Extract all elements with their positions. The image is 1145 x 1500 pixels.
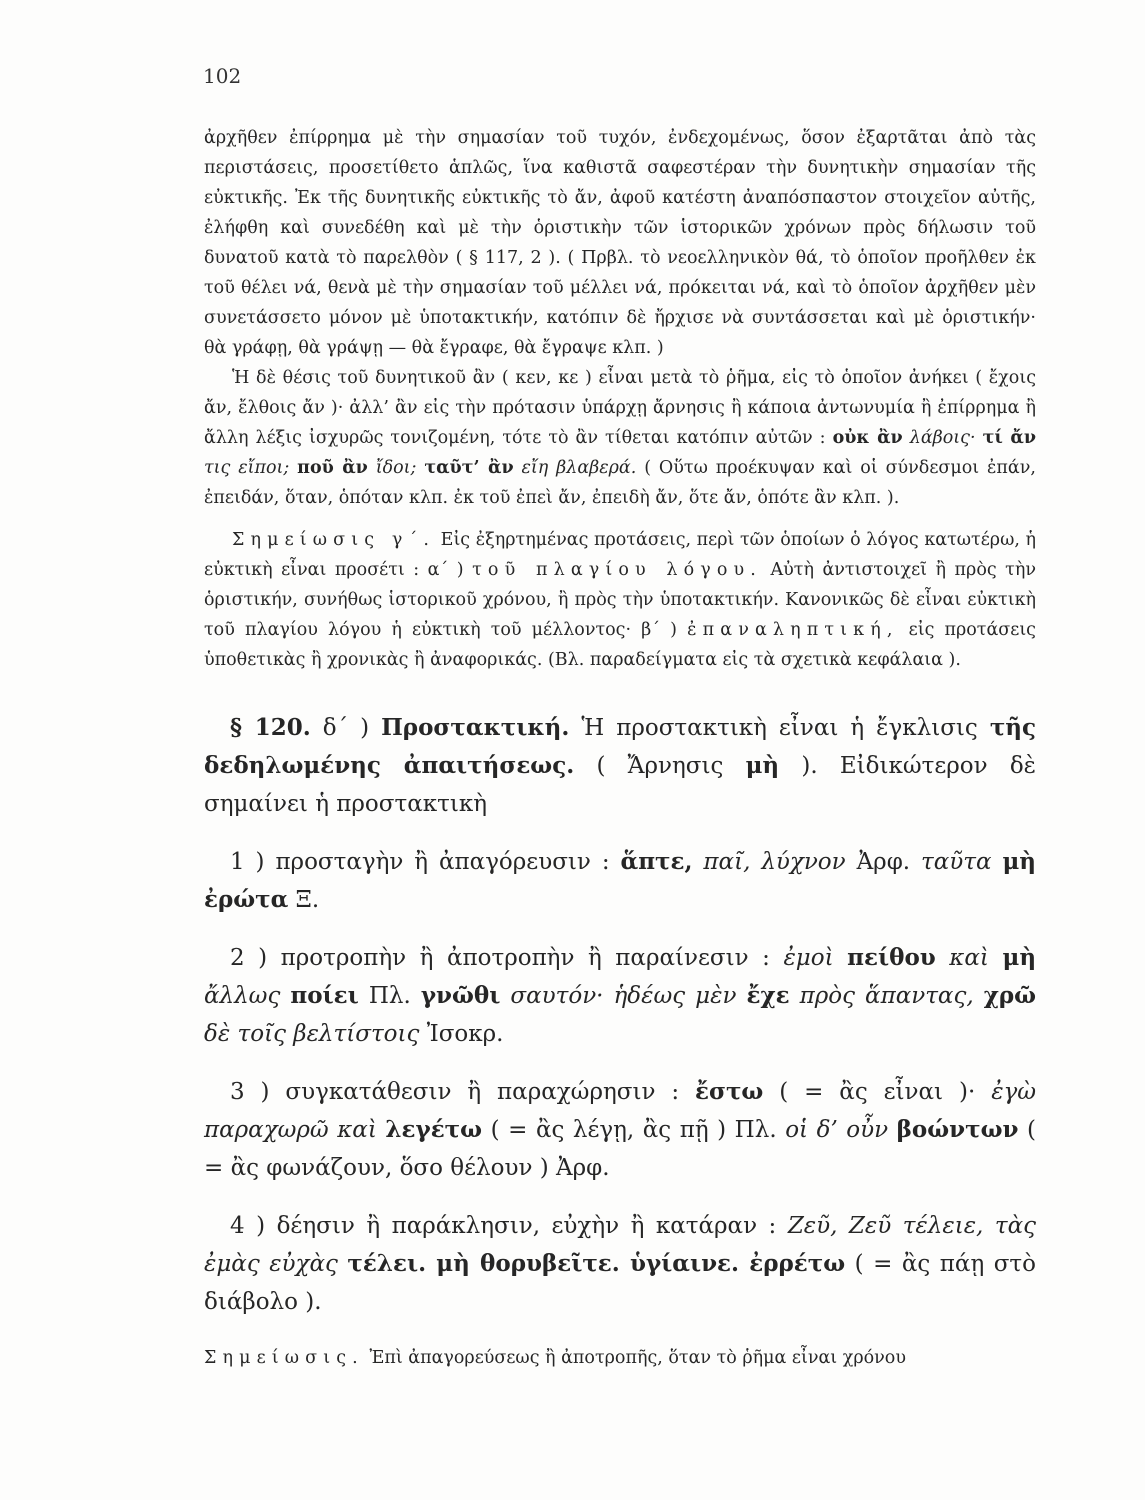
page-number: 102: [203, 64, 242, 88]
bold-phrase: μὴ: [745, 752, 780, 779]
usage-item-3: [204, 1073, 1036, 1187]
gloss: ( = ἂς εἶναι )·: [779, 1079, 976, 1105]
example-bold: γνῶθι: [420, 982, 501, 1009]
text-segment: ). Εἰδικώτερον δὲ σημαίνει ἡ προστακτικὴ: [204, 753, 1037, 817]
example-italic: οἱ δ’ οὖν: [785, 1117, 889, 1143]
example-italic: πρὸς ἅπαντας,: [799, 983, 974, 1009]
example-italic: τις εἴποι;: [204, 458, 290, 478]
example-italic: ἐγὼ παραχωρῶ καὶ: [204, 1079, 1037, 1143]
example-bold: βοώντων: [896, 1116, 1019, 1143]
usage-item-1: [204, 843, 1036, 919]
gloss: ( = ἂς πάῃ στὸ διάβολο ).: [204, 1251, 1036, 1315]
example-italic: ταῦτα: [921, 849, 992, 875]
potential-particle-section: [204, 123, 1036, 675]
example-italic: ἄλλως: [204, 983, 281, 1009]
example-bold: ἔχε: [746, 982, 790, 1009]
example-bold: λεγέτω: [385, 1116, 483, 1143]
bold-phrase: τῆς δεδηλωμένης ἀπαιτήσεως.: [204, 714, 1037, 779]
text-segment: Εἰς ἐξηρτημένας προτάσεις, περὶ τῶν ὁποίων ὁ λόγος κατωτέρω, ἡ εὐκτικὴ εἶναι προσέτι : α΄ ): [204, 530, 1036, 580]
example-italic: ἐμοὶ: [783, 945, 834, 971]
example-bold: μὴ ἐρώτα: [204, 848, 1037, 913]
source-abbrev: Ξ.: [295, 887, 320, 913]
note-label: Σημείωσις.: [204, 1348, 364, 1368]
example-bold: ταῦτ’ ἂν: [424, 458, 514, 478]
text-segment: εἰς προτάσεις ὑποθετικὰς ἢ χρονικὰς ἢ ἀναφορικάς. (Βλ. παραδείγματα εἰς τὰ σχετικὰ κεφάλαια ).: [204, 620, 1036, 670]
example-italic: Ζεῦ, Ζεῦ τέλειε, τὰς ἐμὰς εὐχὰς: [204, 1213, 1036, 1277]
example-bold: τέλει. μὴ θορυβεῖτε. ὑγίαινε. ἐρρέτω: [347, 1250, 846, 1277]
item-lead: 2 ) προτροπὴν ἢ ἀποτροπὴν ἢ παραίνεσιν :: [230, 945, 770, 971]
text-segment: Ἡ δὲ θέσις τοῦ δυνητικοῦ ἂν ( κεν, κε ) εἶναι μετὰ τὸ ῥῆμα, εἰς τὸ ὁποῖον ἀνήκει ( ἔχοις ἄν, ἔλθοις ἄν )· ἀλλ’ ἂν εἰς τὴν πρότασιν ὑπάρχῃ ἄρνησις ἢ κάποια ἀντωνυμία ἢ ἐπίρρημα ἢ ἄλλη λέξις ἰσχυρῶς τονιζομένη, τότε τὸ ἂν τίθεται κατόπιν αὐτῶν :: [204, 368, 1036, 448]
example-bold: ἅπτε,: [620, 848, 693, 875]
section-number: § 120.: [230, 714, 311, 741]
example-italic: παῖ, λύχνον: [703, 849, 846, 875]
example-bold: χρῶ: [983, 982, 1037, 1009]
text-segment: Ἐπὶ ἀπαγορεύσεως ἢ ἀποτροπῆς, ὅταν τὸ ῥῆμα εἶναι χρόνου: [369, 1348, 906, 1368]
example-bold: οὐκ ἂν: [832, 428, 903, 448]
note-final: [204, 1343, 1036, 1373]
example-bold: τί ἄν: [982, 428, 1036, 448]
term-spaced: ἐπαναληπτική,: [687, 620, 899, 640]
usage-item-2: [204, 939, 1036, 1053]
example-italic: λάβοις·: [909, 428, 976, 448]
source-abbrev: Ἰσοκρ.: [426, 1021, 504, 1047]
example-italic: καὶ: [949, 945, 989, 971]
usage-item-4: [204, 1207, 1036, 1321]
item-lead: 4 ) δέησιν ἢ παράκλησιν, εὐχὴν ἢ κατάραν :: [230, 1213, 777, 1239]
paragraph-optative-an: ἀρχῆθεν ἐπίρρημα μὲ τὴν σημασίαν τοῦ τυχόν, ἐνδεχομένως, ὅσον ἐξαρτᾶται ἀπὸ τὰς περιστάσεις, προσετίθετο ἁπλῶς, ἵνα καθιστᾶ σαφεστέραν τὴν δυνητικὴν σημασίαν τῆς εὐκτικῆς. Ἐκ τῆς δυνητικῆς εὐκτικῆς τὸ ἄν, ἀφοῦ κατέστη ἀναπόσπαστον στοιχεῖον αὐτῆς, ἐλήφθη καὶ συνεδέθη καὶ μὲ τὴν ὁριστικὴν τῶν ἱστορικῶν χρόνων πρὸς δήλωσιν τοῦ δυνατοῦ κατὰ τὸ παρελθὸν ( § 117, 2 ). ( Πρβλ. τὸ νεοελληνικὸν θά, τὸ ὁποῖον προῆλθεν ἐκ τοῦ θέλει νά, θενὰ μὲ τὴν σημασίαν τοῦ μέλλει νά, πρόκειται νά, καὶ τὸ ὁποῖον ἀρχῆθεν μὲν συνετάσσετο μόνον μὲ ὑποτακτικήν, κατόπιν δὲ ἤρχισε νὰ συντάσσεται καὶ μὲ ὁριστικήν· θὰ γράφῃ, θὰ γράψῃ — θὰ ἔγραφε, θὰ ἔγραψε κλπ. ): [204, 128, 1036, 358]
text-segment: Αὐτὴ ἀντιστοιχεῖ ἢ πρὸς τὴν ὁριστικήν, συνήθως ἱστορικοῦ χρόνου, ἢ πρὸς τὴν ὑποτακτικήν. Κανονικῶς δὲ εἶναι εὐκτικὴ τοῦ πλαγίου λόγου ἡ εὐκτικὴ τοῦ μέλλοντος· β΄ ): [204, 560, 1036, 640]
example-bold: μὴ: [1002, 944, 1037, 971]
example-italic: ἴδοι;: [375, 458, 417, 478]
example-bold: ἔστω: [695, 1078, 764, 1105]
page-body: [204, 123, 1036, 1391]
paragraph-an-position: [204, 363, 1036, 513]
example-italic: δὲ τοῖς βελτίστοις: [204, 1021, 420, 1047]
text-segment: δ΄ ): [322, 715, 370, 741]
term-spaced: τοῦ πλαγίου λόγου.: [472, 560, 762, 580]
note-gamma: [204, 525, 1036, 675]
example-bold: πείθου: [847, 944, 936, 971]
example-italic: σαυτόν· ἡδέως μὲν: [510, 983, 737, 1009]
gloss: ( = ἂς φωνάζουν, ὅσο θέλουν ) Ἀρφ.: [204, 1117, 1036, 1181]
text-segment: ( Ἄρνησις: [596, 753, 724, 779]
source-abbrev: Ἀρφ.: [856, 849, 911, 875]
section-120-heading: [204, 709, 1036, 823]
source-abbrev: Πλ.: [368, 983, 411, 1009]
example-bold: ποῦ ἂν: [297, 458, 368, 478]
note-label: Σημείωσις γ΄.: [232, 530, 436, 550]
text-segment: Ἡ προστακτικὴ εἶναι ἡ ἔγκλισις: [581, 715, 978, 741]
item-lead: 1 ) προσταγὴν ἢ ἀπαγόρευσιν :: [230, 849, 610, 875]
section-title: Προστακτική.: [381, 714, 570, 741]
item-lead: 3 ) συγκατάθεσιν ἢ παραχώρησιν :: [230, 1079, 680, 1105]
example-bold: ποίει: [290, 982, 359, 1009]
gloss: ( = ἂς λέγῃ, ἂς πῇ ) Πλ.: [490, 1117, 777, 1143]
text-segment: ( Οὕτω προέκυψαν καὶ οἱ σύνδεσμοι ἐπάν, ἐπειδάν, ὅταν, ὁπόταν κλπ. ἐκ τοῦ ἐπεὶ ἄν, ἐπειδὴ ἄν, ὅτε ἄν, ὁπότε ἂν κλπ. ).: [204, 458, 1036, 508]
example-italic: εἴη βλαβερά.: [521, 458, 637, 478]
